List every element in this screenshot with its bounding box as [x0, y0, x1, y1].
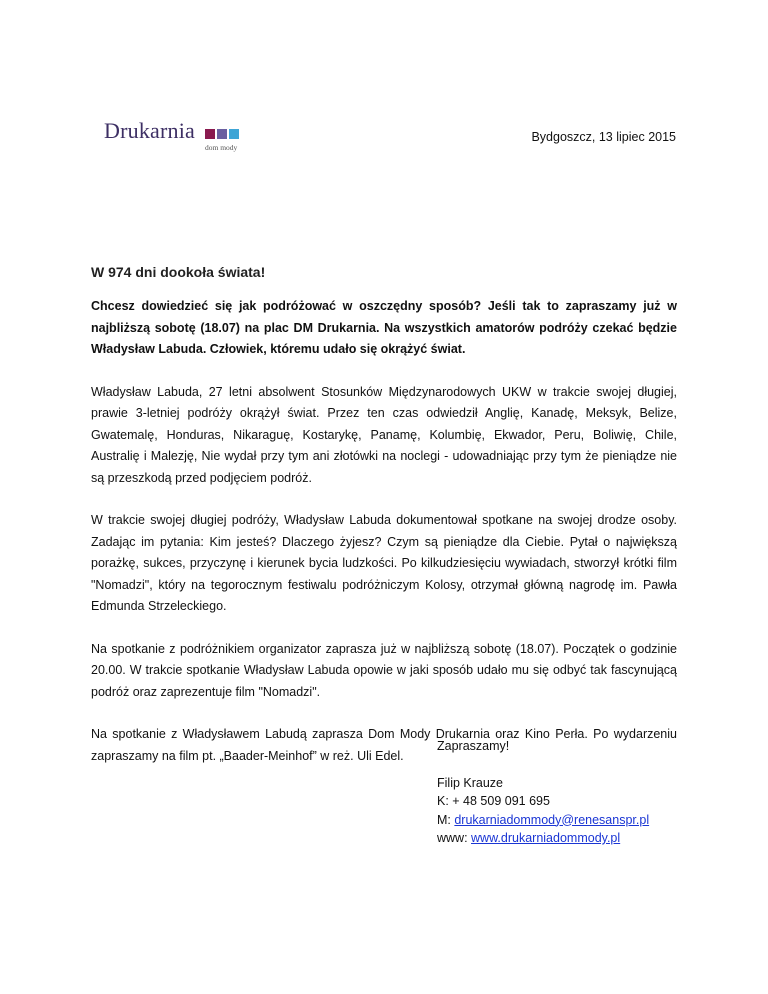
logo-wordmark: Drukarnia: [104, 118, 195, 143]
signature-mail-line: [437, 811, 649, 830]
signature-www-line: [437, 829, 649, 848]
logo-square-blue: [229, 129, 239, 139]
article-title: W 974 dni dookoła świata!: [91, 264, 266, 280]
email-link[interactable]: drukarniadommody@renesanspr.pl: [454, 812, 650, 827]
date-line: Bydgoszcz, 13 lipiec 2015: [531, 130, 676, 144]
signature-closing: Zapraszamy!: [437, 739, 510, 753]
signature-phone: K: + 48 509 091 695: [437, 794, 550, 808]
www-prefix: www:: [437, 831, 472, 845]
article-body: [91, 262, 677, 788]
mail-prefix: M:: [437, 812, 455, 827]
logo-square-magenta: [205, 129, 215, 139]
article-paragraph: Władysław Labuda, 27 letni absolwent Stosunków Międzynarodowych UKW w trakcie swojej długiej, prawie 3-letniej podróży okrążył świat. Przez ten czas odwiedził Anglię, Kanadę, Meksyk, Belize, Gwatemalę, Honduras, Nikaraguę, Kostarykę, Panamę, Kolumbię, Ekwador, Peru, Boliwię, Chile, Australię i Malezję, Nie wydał przy tym ani złotówki na noclegi - udowadniając przy tym że pieniądze nie są przeszkodą przed podjęciem podróż.: [91, 384, 677, 485]
article-paragraph: W trakcie swojej długiej podróży, Władysław Labuda dokumentował spotkane na swojej drodze osoby. Zadając im pytania: Kim jesteś? Dlaczego żyjesz? Czym są pieniądze dla Ciebie. Pytał o największą porażkę, sukces, przyczynę i kierunek bycia ludzkości. Po kilkudziesięciu wywiadach, stworzył krótki film "Nomadzi", który na tegorocznym festiwalu podróżniczym Kolosy, otrzymał główną nagrodę im. Pawła Edmunda Strzeleckiego.: [91, 513, 677, 613]
website-link[interactable]: www.drukarniadommody.pl: [471, 831, 621, 845]
article-paragraph: Na spotkanie z podróżnikiem organizator zaprasza już w najbliższą sobotę (18.07). Początek o godzinie 20.00. W trakcie spotkanie Władysław Labuda opowie w jaki sposób udało mu się odbyć tak fascynującą podróż oraz zaprezentuje film "Nomadzi".: [91, 641, 677, 699]
article-lead: Chcesz dowiedzieć się jak podróżować w oszczędny sposób? Jeśli tak to zapraszamy już w najbliższą sobotę (18.07) na plac DM Drukarnia. Na wszystkich amatorów podróży czekać będzie Władysław Labuda. Człowiek, któremu udało się okrążyć świat.: [91, 299, 677, 356]
signature-block: [437, 737, 649, 848]
logo-square-violet: [217, 129, 227, 139]
brand-logo: [104, 118, 254, 154]
signature-name: Filip Krauze: [437, 775, 503, 790]
logo-subtitle: dom mody: [205, 143, 238, 152]
article-paragraph: Na spotkanie z Władysławem Labudą zaprasza Dom Mody Drukarnia oraz Kino Perła. Po wydarzeniu zapraszamy na film pt. „Baader-Meinhof” w reż. Uli Edel.: [91, 727, 677, 763]
